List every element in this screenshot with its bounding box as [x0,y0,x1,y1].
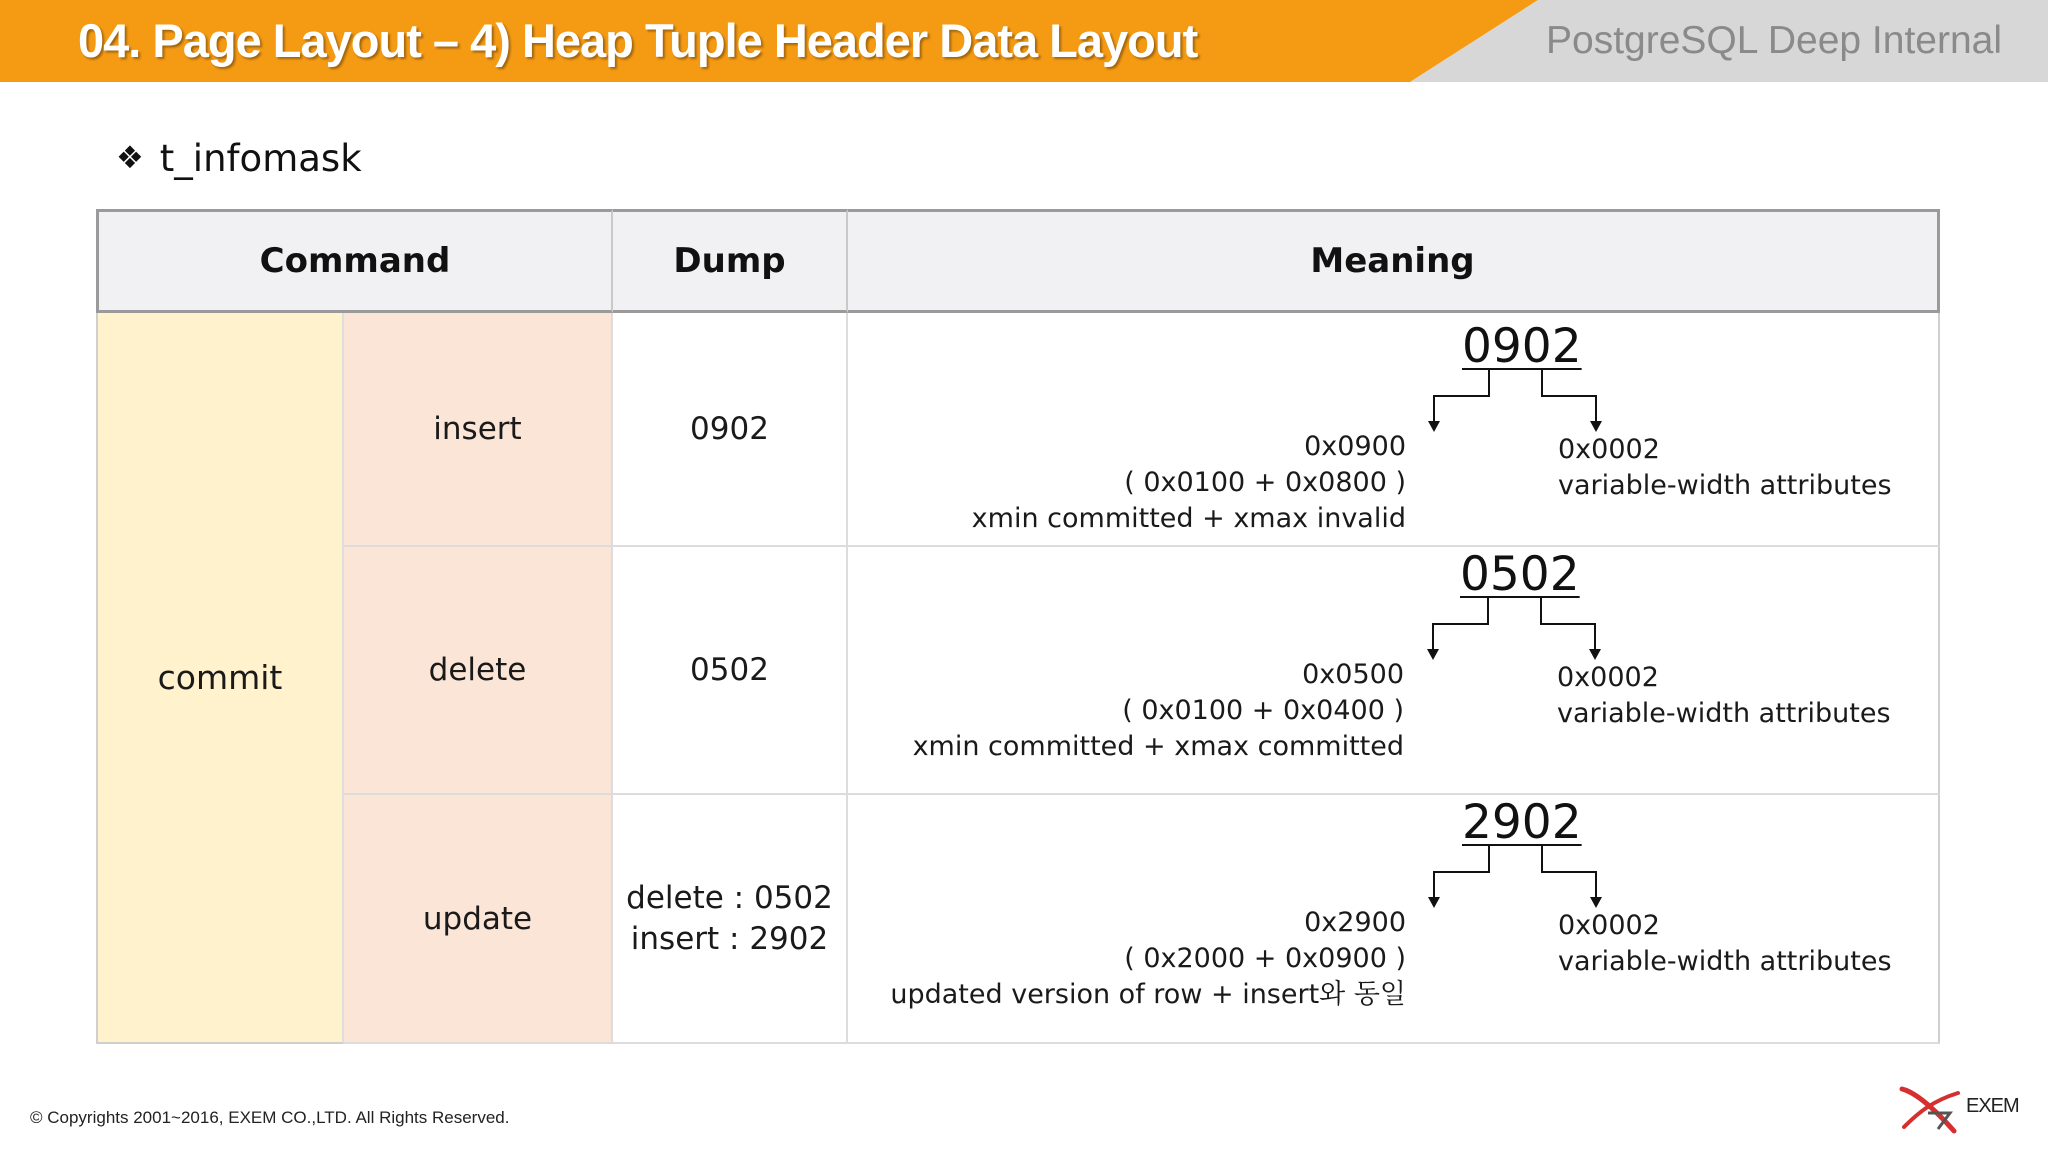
left-desc: xmin committed + xmax invalid [971,503,1406,534]
infomask-table [96,209,1940,1044]
meaning-cell-update [848,795,1940,1044]
dump-value-insert: insert : 2902 [630,920,829,957]
header-dump: Dump [613,209,848,313]
right-hex: 0x0002 [1558,910,1660,941]
commit-group-cell: commit [96,313,344,1044]
slide-title: 04. Page Layout – 4) Heap Tuple Header Data Layout [78,14,1198,67]
command-cell-update: update [344,795,613,1044]
company-logo [1898,1083,2022,1135]
right-desc: variable-width attributes [1557,698,1891,729]
dump-value: 0502 [690,651,769,688]
meaning-cell-delete [848,547,1940,795]
dump-cell-insert [613,313,848,547]
dump-cell-delete [613,547,848,795]
right-hex: 0x0002 [1557,662,1659,693]
left-hex: 0x0500 [1302,659,1404,690]
section-heading [116,130,362,186]
diamond-bullet-icon: ❖ [116,139,144,176]
left-parts: ( 0x0100 + 0x0800 ) [1124,467,1406,498]
infomask-code: 0502 [1460,547,1580,602]
right-desc: variable-width attributes [1558,946,1892,977]
copyright-notice: © Copyrights 2001~2016, EXEM CO.,LTD. All Rights Reserved. [30,1108,510,1127]
header-meaning: Meaning [848,209,1940,313]
left-hex: 0x2900 [1304,907,1406,938]
infomask-code: 2902 [1462,795,1582,850]
command-cell-delete: delete [344,547,613,795]
dump-value-delete: delete : 0502 [626,879,833,916]
brand-label: PostgreSQL Deep Internal [1546,19,2002,62]
command-cell-insert: insert [344,313,613,547]
left-desc: xmin committed + xmax committed [912,731,1404,762]
header-command: Command [96,209,613,313]
dump-cell-update [613,795,848,1044]
logo-text: EXEM [1966,1095,2019,1117]
infomask-code: 0902 [1462,319,1582,374]
left-hex: 0x0900 [1304,431,1406,462]
dump-value: 0902 [690,410,769,447]
section-title: t_infomask [159,136,362,180]
right-desc: variable-width attributes [1558,470,1892,501]
left-parts: ( 0x2000 + 0x0900 ) [1124,943,1406,974]
meaning-cell-insert [848,313,1940,547]
exem-logo-icon [1898,1083,1968,1135]
left-parts: ( 0x0100 + 0x0400 ) [1122,695,1404,726]
header-banner [0,0,2048,82]
left-desc: updated version of row + insert와 동일 [890,979,1406,1010]
right-hex: 0x0002 [1558,434,1660,465]
